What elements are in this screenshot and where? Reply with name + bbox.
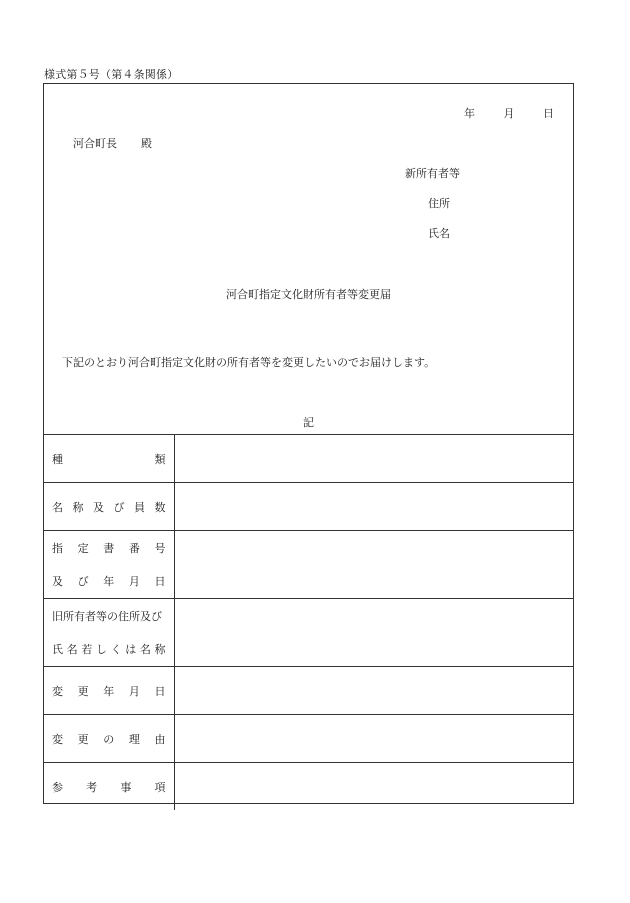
label-designation (44, 531, 174, 599)
label-char: 氏 (52, 642, 63, 656)
month-label: 月 (503, 107, 515, 120)
label-char: く (110, 642, 122, 656)
label-char: び (113, 500, 125, 514)
label-char: 及 (52, 574, 63, 588)
label-char: は (125, 642, 137, 656)
label-char: び (77, 574, 89, 588)
applicant-heading: 新所有者等 (405, 167, 460, 180)
label-char: 参 (52, 780, 63, 794)
label-char: 数 (154, 500, 166, 514)
label-char: 日 (154, 574, 166, 588)
date-line (464, 105, 554, 121)
label-line (52, 532, 166, 565)
value-change-reason[interactable] (174, 715, 573, 763)
label-line (52, 565, 166, 598)
label-char: 指 (52, 541, 63, 555)
label-char: 類 (154, 452, 166, 466)
label-char: 名 (139, 642, 151, 656)
ki-label: 記 (303, 416, 314, 429)
label-type (44, 435, 174, 483)
row-change-reason (44, 715, 573, 763)
label-char: 由 (154, 732, 166, 746)
label-char: 理 (128, 732, 140, 746)
label-line (52, 633, 166, 666)
label-char: 日 (154, 684, 166, 698)
document-title: 河合町指定文化財所有者等変更届 (226, 288, 391, 301)
value-change-date[interactable] (174, 667, 573, 715)
label-change-reason (44, 715, 174, 763)
label-char: 名 (52, 500, 63, 514)
value-reference[interactable] (174, 763, 573, 811)
year-label: 年 (464, 107, 475, 120)
label-char: 年 (103, 574, 115, 588)
label-char: 若 (81, 642, 93, 656)
row-change-date (44, 667, 573, 715)
label-char: 変 (52, 732, 63, 746)
label-char: し (95, 642, 107, 656)
row-designation (44, 531, 573, 599)
label-char: 書 (103, 541, 115, 555)
label-char: の (103, 732, 115, 746)
form-number-label: 様式第５号（第４条関係） (44, 68, 179, 81)
row-reference (44, 763, 573, 811)
label-text: 旧所有者等の住所及び (52, 609, 162, 623)
label-former-owner (44, 599, 174, 667)
label-char: 称 (72, 500, 84, 514)
label-spread (52, 499, 166, 515)
label-spread (52, 451, 166, 467)
addressee (73, 135, 152, 151)
form-frame (43, 83, 574, 804)
label-char: 月 (128, 574, 140, 588)
value-former-owner[interactable] (174, 599, 573, 667)
label-char: 番 (128, 541, 140, 555)
label-change-date (44, 667, 174, 715)
label-char: 項 (154, 780, 166, 794)
applicant-name-label: 氏名 (428, 227, 450, 240)
day-label: 日 (543, 107, 554, 120)
value-name-quantity[interactable] (174, 483, 573, 531)
label-line (52, 600, 166, 633)
row-former-owner (44, 599, 573, 667)
value-type[interactable] (174, 435, 573, 483)
label-spread (52, 731, 166, 747)
details-table (44, 434, 573, 810)
addressee-name: 河合町長 (73, 137, 117, 150)
label-spread (52, 779, 166, 795)
statement-text: 下記のとおり河合町指定文化財の所有者等を変更したいのでお届けします。 (62, 356, 436, 369)
row-type (44, 435, 573, 483)
label-char: 月 (128, 684, 140, 698)
label-char: 考 (86, 780, 98, 794)
label-char: 更 (77, 684, 89, 698)
label-char: 変 (52, 684, 63, 698)
label-char: 称 (154, 642, 166, 656)
label-char: 及 (93, 500, 104, 514)
addressee-honorific: 殿 (141, 137, 152, 150)
label-char: 種 (52, 452, 63, 466)
applicant-address-label: 住所 (428, 197, 450, 210)
label-name-quantity (44, 483, 174, 531)
label-char: 員 (134, 500, 145, 514)
value-designation[interactable] (174, 531, 573, 599)
label-char: 定 (77, 541, 89, 555)
label-char: 更 (77, 732, 89, 746)
label-reference (44, 763, 174, 811)
label-char: 年 (103, 684, 115, 698)
label-char: 名 (66, 642, 78, 656)
label-char: 号 (154, 541, 166, 555)
label-char: 事 (120, 780, 132, 794)
label-spread (52, 683, 166, 699)
row-name-quantity (44, 483, 573, 531)
